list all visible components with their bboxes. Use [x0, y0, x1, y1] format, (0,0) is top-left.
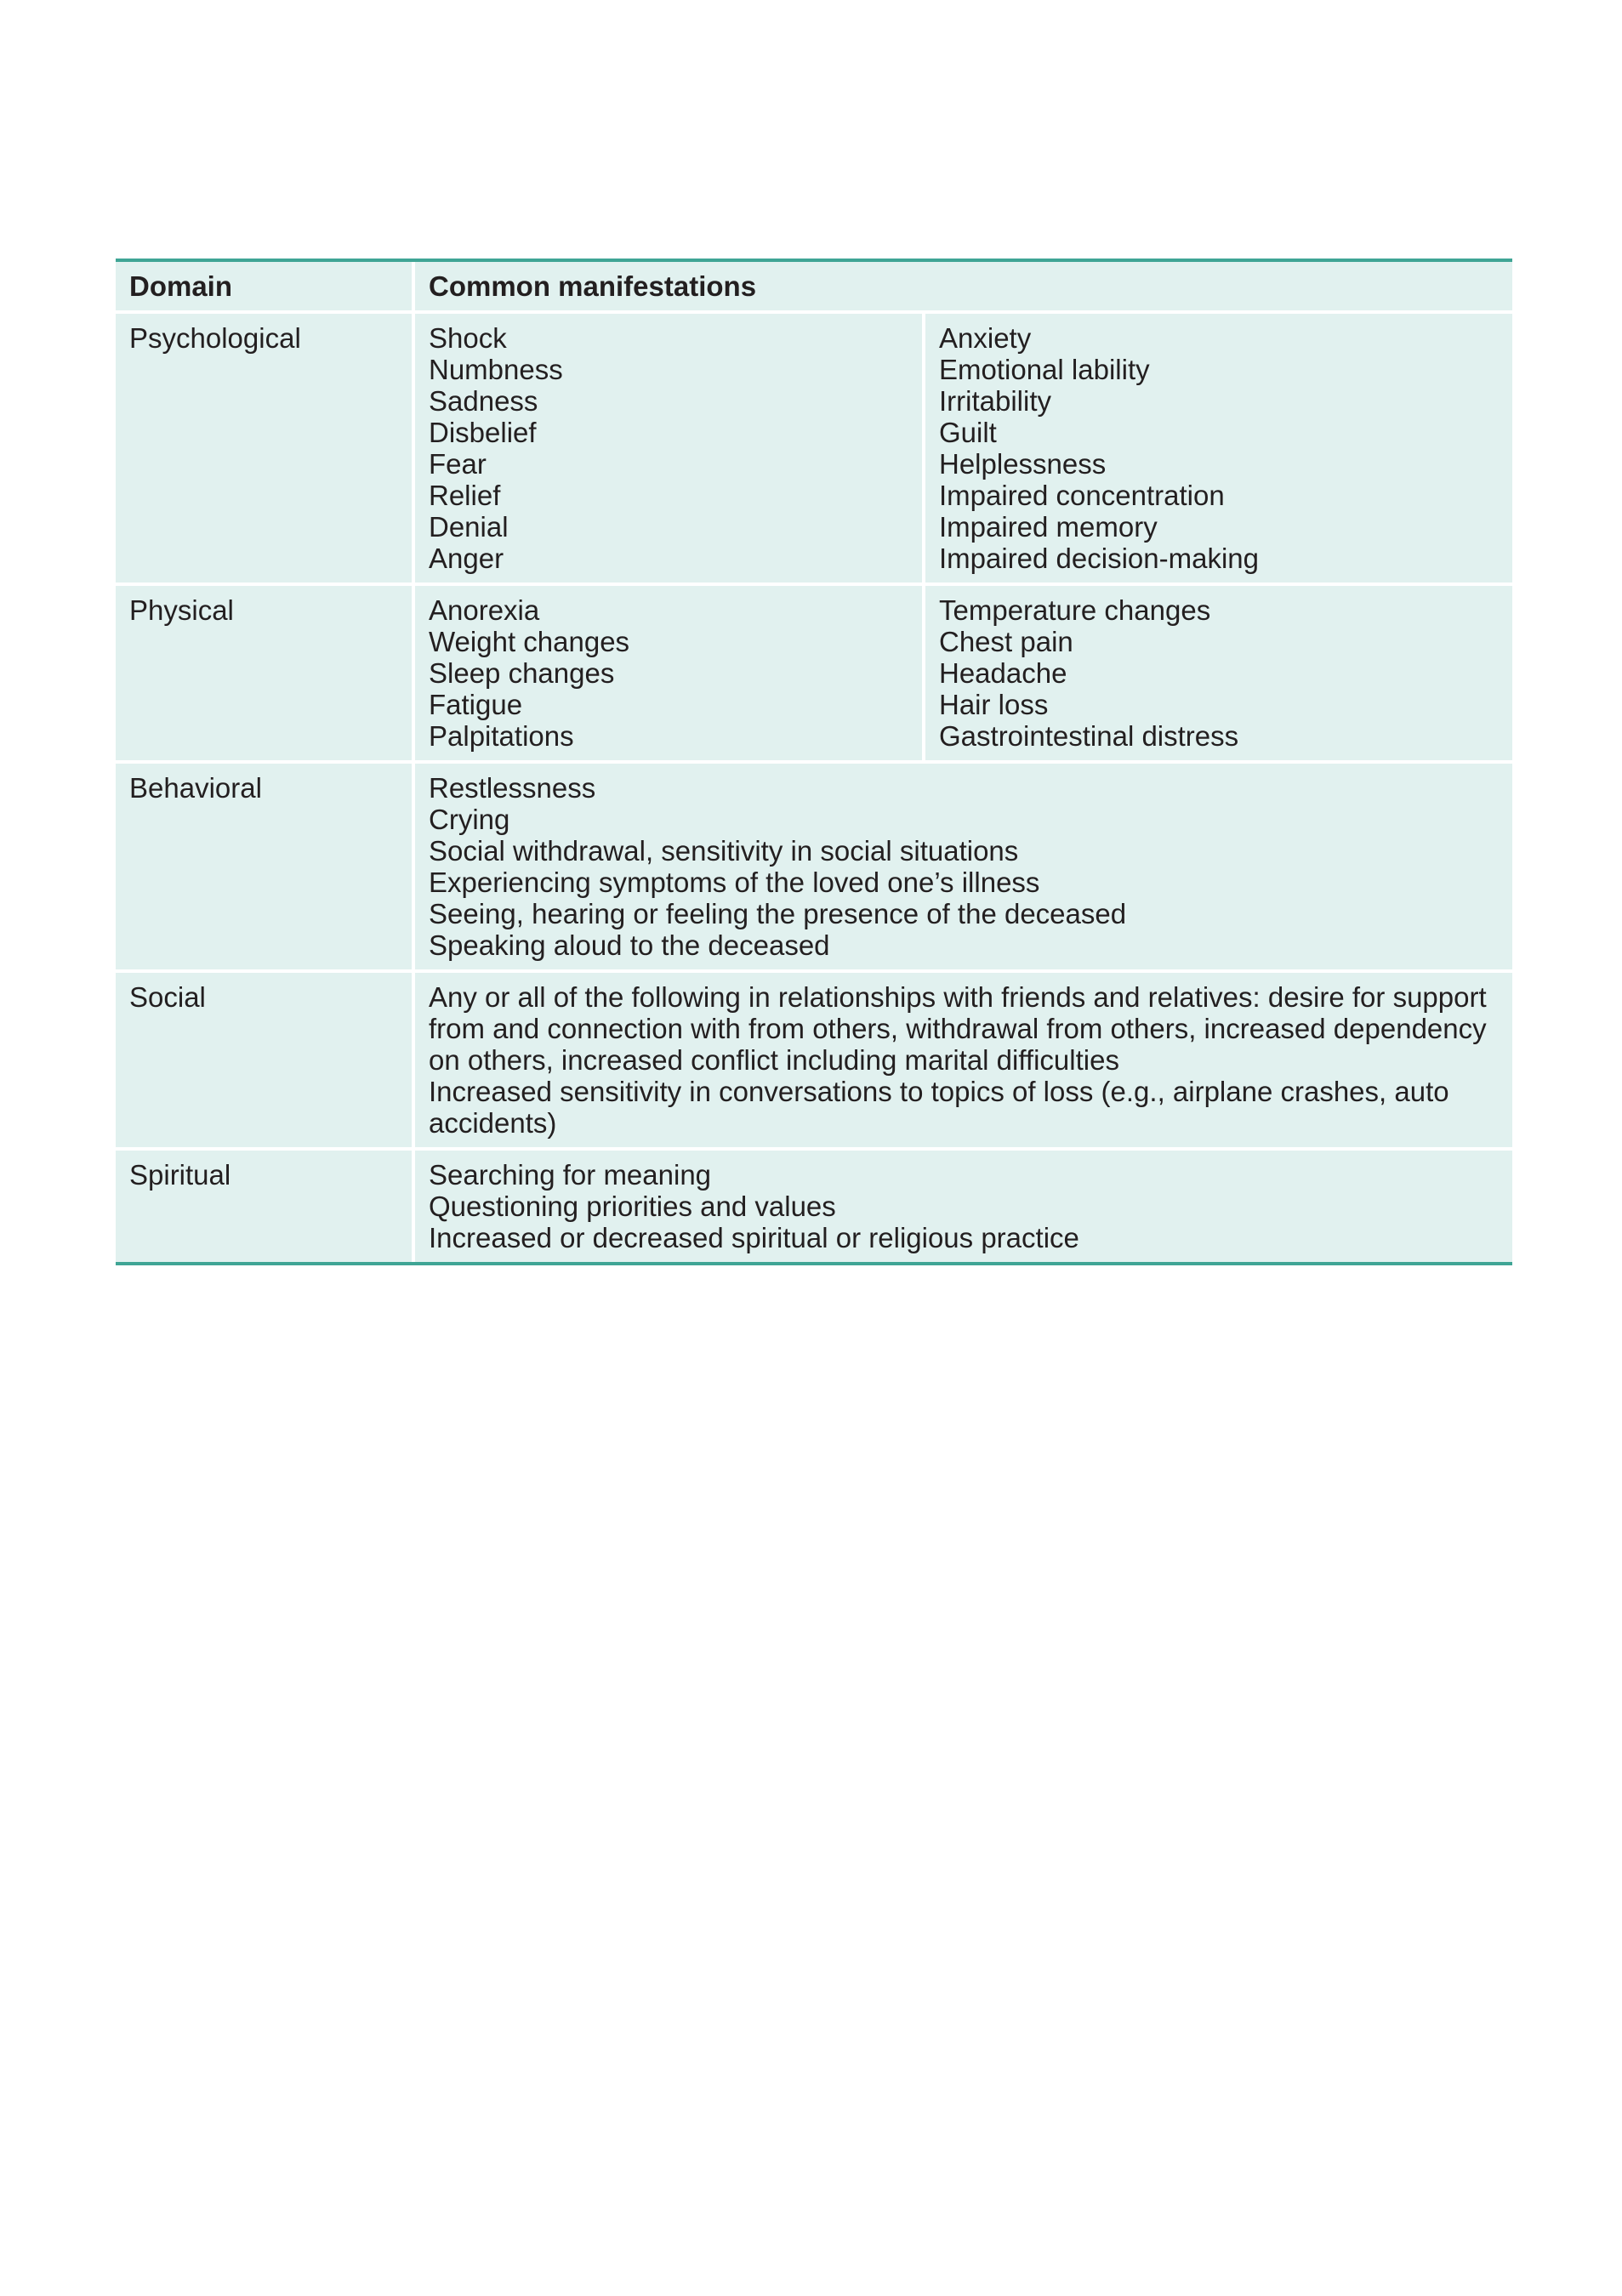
table-row — [116, 969, 1512, 1147]
manifestation-item: Relief — [429, 480, 501, 511]
manifestation-item: Palpitations — [429, 720, 574, 752]
manifestation-item: Questioning priorities and values — [429, 1191, 836, 1222]
domain-cell: Physical — [116, 583, 412, 760]
manifestation-item: Restlessness — [429, 772, 596, 804]
manifestation-item: Temperature changes — [939, 594, 1211, 626]
manifestation-item: Seeing, hearing or feeling the presence of the deceased — [429, 898, 1127, 929]
manifestation-item: Crying — [429, 804, 510, 835]
manifestation-item: Impaired decision-making — [939, 543, 1260, 574]
manifestation-item: Impaired concentration — [939, 480, 1225, 511]
domain-cell: Psychological — [116, 310, 412, 583]
manifestations-cell-right — [922, 583, 1512, 760]
domain-cell: Behavioral — [116, 760, 412, 969]
manifestation-item: Hair loss — [939, 689, 1049, 720]
manifestation-item: Sleep changes — [429, 657, 615, 689]
grief-manifestations-table — [116, 259, 1512, 1265]
table-row — [116, 583, 1512, 760]
manifestation-item: Anger — [429, 543, 504, 574]
manifestation-item: Disbelief — [429, 417, 537, 448]
header-common-manifestations: Common manifestations — [412, 262, 1512, 310]
manifestation-item: Anorexia — [429, 594, 540, 626]
manifestation-item: Headache — [939, 657, 1067, 689]
manifestation-item: Denial — [429, 511, 509, 543]
manifestations-cell-left — [412, 310, 922, 583]
domain-cell: Spiritual — [116, 1147, 412, 1262]
manifestation-item: Increased sensitivity in conversations to topics of loss (e.g., airplane crashes, auto accidents) — [429, 1076, 1449, 1139]
manifestation-item: Chest pain — [939, 626, 1073, 657]
manifestation-item: Social withdrawal, sensitivity in social situations — [429, 835, 1019, 867]
manifestation-item: Sadness — [429, 385, 538, 417]
manifestation-item: Fear — [429, 448, 487, 480]
manifestation-item: Numbness — [429, 354, 563, 385]
manifestation-item: Irritability — [939, 385, 1052, 417]
manifestation-item: Experiencing symptoms of the loved one’s illness — [429, 867, 1040, 898]
manifestation-item: Helplessness — [939, 448, 1107, 480]
manifestation-item: Impaired memory — [939, 511, 1158, 543]
manifestation-item: Gastrointestinal distress — [939, 720, 1239, 752]
manifestation-item: Speaking aloud to the deceased — [429, 929, 830, 961]
manifestations-cell — [412, 760, 1512, 969]
manifestations-cell-right — [922, 310, 1512, 583]
table-row — [116, 1147, 1512, 1262]
manifestation-item: Shock — [429, 322, 507, 354]
manifestation-item: Searching for meaning — [429, 1159, 712, 1191]
manifestation-item: Weight changes — [429, 626, 630, 657]
manifestations-cell — [412, 969, 1512, 1147]
manifestation-item: Anxiety — [939, 322, 1032, 354]
manifestation-item: Any or all of the following in relationships with friends and relatives: desire for support from and connection with from others, withdrawal from others, increased dependency on others, increased conflict including marital difficulties — [429, 981, 1487, 1076]
manifestation-item: Emotional lability — [939, 354, 1150, 385]
table-row — [116, 310, 1512, 583]
manifestations-cell-left — [412, 583, 922, 760]
manifestations-cell — [412, 1147, 1512, 1262]
table-header-row — [116, 262, 1512, 310]
domain-cell: Social — [116, 969, 412, 1147]
manifestation-item: Guilt — [939, 417, 997, 448]
table-row — [116, 760, 1512, 969]
manifestation-item: Fatigue — [429, 689, 523, 720]
manifestation-item: Increased or decreased spiritual or religious practice — [429, 1222, 1079, 1253]
header-domain: Domain — [116, 262, 412, 310]
